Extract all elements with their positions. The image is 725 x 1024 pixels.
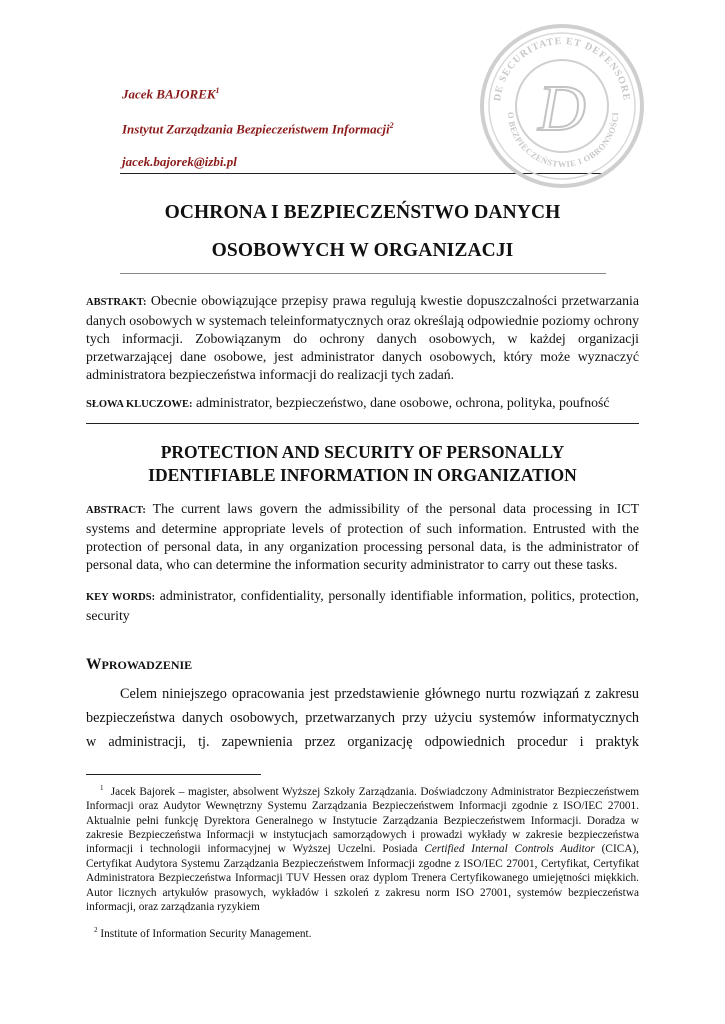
abstract-pl-label: ABSTRAKT: (86, 297, 147, 308)
title-pl-line1: OCHRONA I BEZPIECZEŃSTWO DANYCH (164, 202, 561, 223)
footnote-1-italic: Certified Internal Controls Auditor (424, 843, 595, 856)
intro-line-2: bezpieczeństwa danych osobowych, przetwarzanych przy użyciu systemów informatycznych (86, 710, 639, 726)
abstract-pl-text: Obecnie obowiązujące przepisy prawa regulują kwestie dopuszczalności przetwarzania danych osobowych w systemach teleinformatycznych oraz określają odpowiednie poziomy ochrony tych informacji. Zobowiązanym do ochrony danych osobowych, w każdej organizacji przetwarzającej dane osobowe, jest administrator danych osobowych, który może wyznaczyć administratora bezpieczeństwa informacji do realizacji tych zadań. (86, 293, 639, 382)
abstract-en (86, 500, 639, 574)
author-name: Jacek BAJOREK$^1$ (122, 86, 220, 102)
author-footnote-ref: 1 (215, 86, 220, 95)
author-email[interactable]: jacek.bajorek@izbi.pl (122, 154, 237, 169)
journal-seal-logo (478, 22, 646, 190)
intro-line-3: w administracji, tj. zapewnienia przez organizację odpowiednich procedur i praktyk (86, 734, 639, 750)
title-en-line1: PROTECTION AND SECURITY OF PERSONALLY (160, 442, 565, 462)
footnote-2: $^2$ Institute of Information Security Management. (94, 926, 312, 940)
svg-text:DE SECURITATE ET DEFENSORE: DE SECURITATE ET DEFENSORE (492, 35, 632, 102)
title-pl-line2: OSOBOWYCH W ORGANIZACJI (211, 240, 514, 261)
title-en-line2: IDENTIFIABLE INFORMATION IN ORGANIZATION (148, 465, 577, 485)
keywords-en-label: KEY WORDS: (86, 592, 156, 603)
section-rule (86, 423, 639, 424)
intro-heading: WPROWADZENIE (86, 656, 193, 673)
keywords-en-text: administrator, confidentiality, personally identifiable information, politics, protection, security (86, 588, 640, 623)
footnote-2-number: 2 (94, 926, 98, 934)
author-institute: Instytut Zarządzania Bezpieczeństwem Informacji$^2$ (122, 121, 394, 137)
keywords-en (86, 587, 639, 625)
abstract-en-text: The current laws govern the admissibility of the personal data processing in ICT systems and determine appropriate levels of protection of such information. Entrusted with the protection of personal data, in any organization processing personal data, is the administrator of personal data, who can determine the information security administrator to carry out these tasks. (86, 501, 640, 572)
keywords-pl-text: administrator, bezpieczeństwo, dane osobowe, ochrona, polityka, poufność (195, 395, 610, 410)
abstract-en-label: ABSTRACT: (86, 505, 146, 516)
keywords-pl-label: SŁOWA KLUCZOWE: (86, 399, 193, 410)
footnote-rule (86, 774, 261, 775)
title-rule (120, 273, 606, 274)
abstract-pl (86, 292, 639, 384)
intro-line-1: Celem niniejszego opracowania jest przedstawienie głównego nurtu rozwiązań z zakresu (120, 686, 639, 702)
svg-text:O BEZPIECZEŃSTWIE I OBRONNOŚCI: O BEZPIECZEŃSTWIE I OBRONNOŚCI (505, 111, 621, 170)
footnote-1-number: 1 (100, 784, 104, 792)
institute-footnote-ref: 2 (389, 121, 394, 130)
keywords-pl (86, 394, 639, 414)
footnote-1: $^1$ Jacek Bajorek – magister, absolwent Wyższej Szkoły Zarządzania. Doświadczony Administrator Bezpieczeństwem Informacji oraz Audytor Wewnętrzny Systemu Zarządzania Bezpieczeństwem Informacji zgodnie z ISO/IEC 27001. Aktualnie pełni funkcję Dyrektora Generalnego w Instytucie Zarządzania Bezpieczeństwem Informacji. Doradza w zakresie Bezpieczeństwa Informacji w instytucjach samorządowych i prowadzi wykłady w zakresie bezpieczeństwa informacji i technologii informacyjnej w Wyższej Uczelni. Posiada Certified Internal Controls Auditor (CICA), Certyfikat Audytora Systemu Zarządzania Bezpieczeństwem Informacji zgodne z ISO/IEC 27001, Certyfikat, Certyfikat Administratora Bezpieczeństwa Informacji TUV Hessen oraz dyplom Trenera Certyfikowanego umiejętności miękkich. Autor licznych artykułów prasowych, wykładów i szkoleń z zakresu norm ISO 27001, systemów bezpieczeństwa informacji, oraz zarządzania ryzykiem (86, 784, 640, 914)
svg-text:D: D (538, 72, 586, 145)
